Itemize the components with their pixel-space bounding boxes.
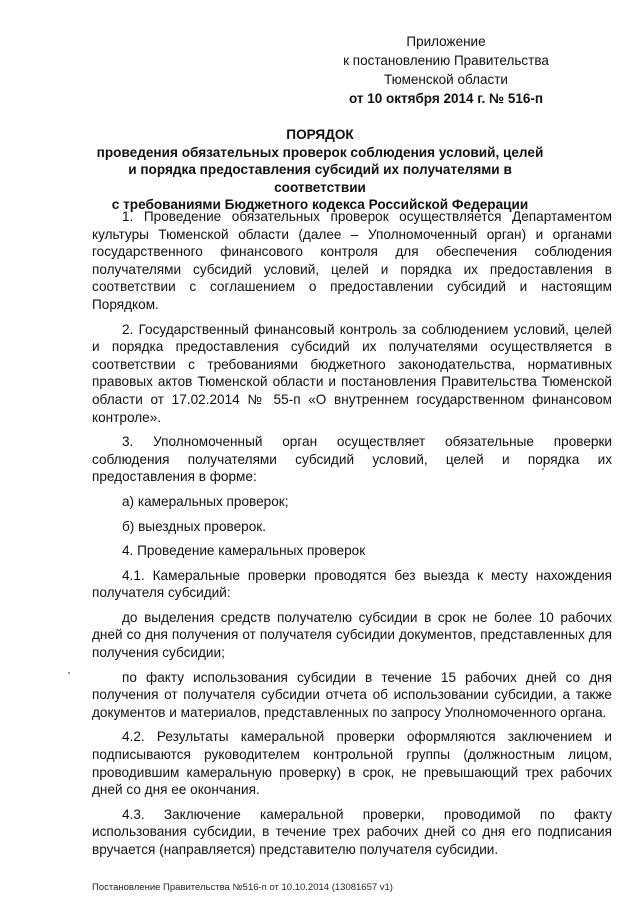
- appendix-label: Приложение: [406, 34, 486, 49]
- title-line-1: проведения обязательных проверок соблюдения условий, целей: [96, 144, 544, 160]
- document-footer: Постановление Правительства №516-п от 10.10.2014 (13081657 v1): [92, 882, 393, 893]
- paragraph-4-1-b: по факту использования субсидии в течение 15 рабочих дней со дня получения от получателя субсидии отчета об использовании субсидии, а также документов и материалов, представленных по запросу Уполномоченного органа.: [92, 669, 612, 720]
- paragraph-4: 4. Проведение камеральных проверок: [122, 543, 366, 559]
- region-name: Тюменской области: [384, 72, 508, 87]
- paragraph-2: 2. Государственный финансовый контроль за соблюдением условий, целей и порядка предоставления субсидий их получателями осуществляется в соответствии с требованиями бюджетного законодательства, нормативных правовых актов Тюменской области и постановления Правительства Тюменской области от 17.02.2014 № 55-п «О внутреннем государственном финансовом контроле».: [92, 321, 612, 425]
- scan-speck: [542, 468, 544, 470]
- paragraph-4-1-a: до выделения средств получателю субсидии в срок не более 10 рабочих дней со дня получения от получателя субсидии документов, представленных для получения субсидии;: [92, 609, 612, 661]
- title-line-3: с требованиями Бюджетного кодекса Российской Федерации: [111, 197, 529, 212]
- resolution-date-number: от 10 октября 2014 г. № 516-п: [348, 91, 544, 106]
- scan-speck: [68, 672, 70, 674]
- appendix-header: [316, 32, 576, 108]
- paragraph-1: 1. Проведение обязательных проверок осуществляется Департаментом культуры Тюменской области (далее – Уполномоченный орган) и органами государственного финансового контроля для обеспечения соблюдения получателями субсидий условий, целей и порядка их предоставления в соответствии с соглашением о предоставлении субсидий и настоящим Порядком.: [92, 209, 612, 312]
- resolution-reference: к постановлению Правительства: [343, 53, 549, 68]
- paragraph-4-2: 4.2. Результаты камеральной проверки оформляются заключением и подписываются руководителем контрольной группы (должностным лицом, проводившим камеральную проверку) в срок, не превышающий трех рабочих дней со дня ее окончания.: [92, 729, 612, 798]
- paragraph-3a: а) камеральных проверок;: [122, 493, 289, 509]
- paragraph-4-3: 4.3. Заключение камеральной проверки, проводимой по факту использования субсидии, в течение трех рабочих дней со дня его подписания вручается (направляется) представителю получателя субсидии.: [92, 806, 612, 857]
- title-heading: ПОРЯДОК: [286, 127, 354, 142]
- paragraph-3b: б) выездных проверок.: [122, 518, 267, 534]
- document-body: [92, 208, 612, 866]
- paragraph-4-1: 4.1. Камеральные проверки проводятся без выезда к месту нахождения получателя субсидий:: [92, 567, 612, 601]
- document-title: [90, 126, 550, 214]
- title-line-2: и порядка предоставления субсидий их получателями в соответствии: [128, 162, 512, 195]
- paragraph-3: 3. Уполномоченный орган осуществляет обязательные проверки соблюдения получателями субсидий условий, целей и порядка их предоставления в форме:: [92, 434, 612, 485]
